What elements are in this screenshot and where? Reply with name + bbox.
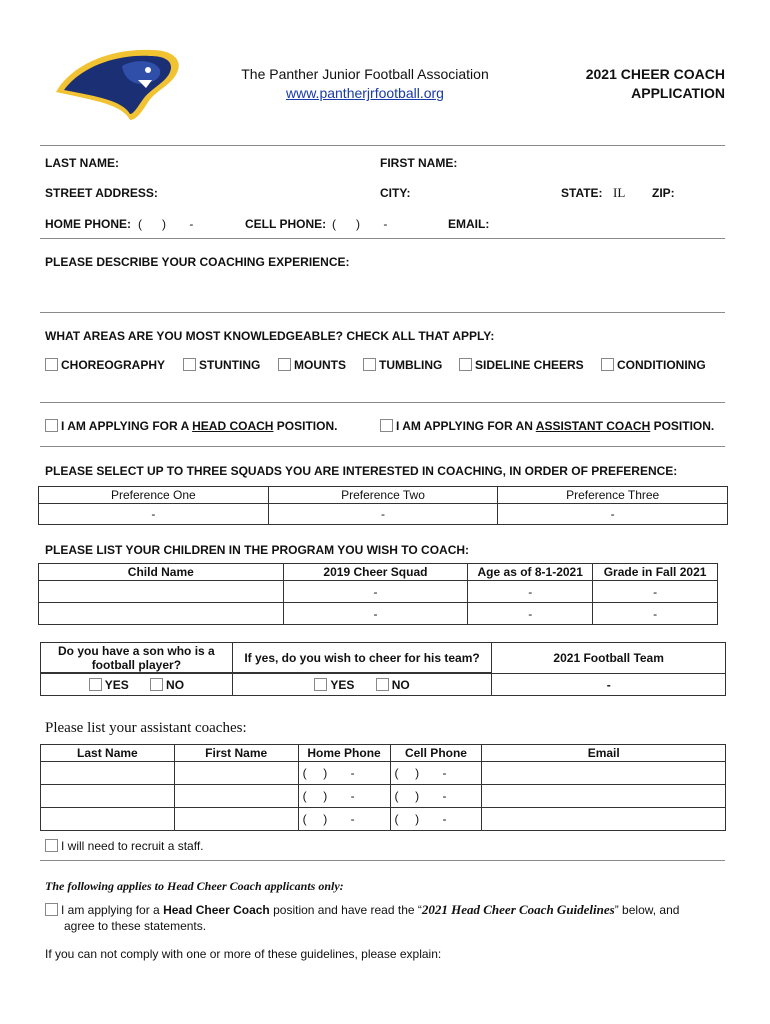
explain-prompt: If you can not comply with one or more of these guidelines, please explain:	[45, 947, 442, 961]
home-phone-input[interactable]: ( ) -	[138, 217, 194, 231]
checkbox-cheer-no[interactable]: NO	[376, 678, 410, 692]
state-value[interactable]: IL	[613, 185, 626, 200]
checkbox-icon	[89, 678, 102, 691]
doc-title-line-1: 2021 CHEER COACH	[585, 66, 725, 82]
football-team-header: 2021 Football Team	[492, 643, 726, 674]
son-table	[40, 642, 726, 674]
squads-prompt: PLEASE SELECT UP TO THREE SQUADS YOU ARE INTERESTED IN COACHING, IN ORDER OF PREFERENCE:	[45, 464, 678, 478]
panther-logo	[52, 44, 184, 122]
checkbox-head-coach[interactable]: I AM APPLYING FOR A HEAD COACH POSITION.	[45, 419, 337, 433]
org-url[interactable]: www.pantherjrfootball.org	[286, 85, 444, 101]
checkbox-icon	[314, 678, 327, 691]
checkbox-icon	[376, 678, 389, 691]
table-row	[41, 785, 726, 808]
checkbox-icon	[363, 358, 376, 371]
checkbox-icon	[45, 903, 58, 916]
assistants-table	[40, 744, 726, 831]
street-label: STREET ADDRESS:	[45, 186, 158, 200]
divider	[40, 446, 725, 447]
divider	[40, 860, 725, 861]
children-prompt: PLEASE LIST YOUR CHILDREN IN THE PROGRAM YOU WISH TO COACH:	[45, 543, 470, 557]
squad-header: Preference Two	[268, 487, 498, 504]
checkbox-tumbling[interactable]: TUMBLING	[363, 358, 442, 372]
assistant-header: Last Name	[41, 745, 175, 762]
checkbox-choreography[interactable]: CHOREOGRAPHY	[45, 358, 165, 372]
doc-title-line-2: APPLICATION	[631, 85, 725, 101]
checkbox-icon	[45, 839, 58, 852]
checkbox-cheer-yes[interactable]: YES	[314, 678, 354, 692]
assistant-cell-phone-input[interactable]: ( ) -	[390, 808, 482, 831]
child-grade-select[interactable]: -	[593, 603, 718, 625]
divider	[40, 312, 725, 313]
divider	[40, 402, 725, 403]
head-only-title: The following applies to Head Cheer Coach applicants only:	[45, 879, 344, 893]
email-label: EMAIL:	[448, 217, 490, 231]
checkbox-assistant-coach[interactable]: I AM APPLYING FOR AN ASSISTANT COACH POSITION.	[380, 419, 714, 433]
checkbox-icon	[150, 678, 163, 691]
children-table	[38, 563, 718, 625]
assistant-home-phone-input[interactable]: ( ) -	[298, 808, 390, 831]
divider	[40, 145, 725, 146]
checkbox-recruit-staff[interactable]: I will need to recruit a staff.	[45, 839, 204, 853]
squad-select[interactable]: -	[498, 504, 728, 525]
checkbox-icon	[459, 358, 472, 371]
assistant-first-input[interactable]	[174, 808, 298, 831]
checkbox-head-agree[interactable]: I am applying for a Head Cheer Coach position and have read the “2021 Head Cheer Coach Guidelines” below, and agree to these statements.	[45, 902, 725, 934]
home-phone-label: HOME PHONE:	[45, 217, 132, 231]
checkbox-icon	[183, 358, 196, 371]
cell-phone-label: CELL PHONE:	[245, 217, 327, 231]
checkbox-conditioning[interactable]: CONDITIONING	[601, 358, 706, 372]
son-question: Do you have a son who is a football player?	[41, 643, 233, 673]
table-row	[41, 762, 726, 785]
checkbox-sideline-cheers[interactable]: SIDELINE CHEERS	[459, 358, 584, 372]
assistant-home-phone-input[interactable]: ( ) -	[298, 785, 390, 808]
first-name-label: FIRST NAME:	[380, 156, 458, 170]
table-row	[41, 808, 726, 831]
assistant-header: Cell Phone	[390, 745, 482, 762]
assistant-cell-phone-input[interactable]: ( ) -	[390, 785, 482, 808]
child-age-select[interactable]: -	[468, 581, 593, 603]
children-header: Age as of 8-1-2021	[468, 564, 593, 581]
checkbox-icon	[45, 358, 58, 371]
assistant-home-phone-input[interactable]: ( ) -	[298, 762, 390, 785]
assistant-first-input[interactable]	[174, 785, 298, 808]
assistant-email-input[interactable]	[482, 808, 726, 831]
children-header: Child Name	[39, 564, 284, 581]
assistant-last-input[interactable]	[41, 785, 175, 808]
squad-header: Preference One	[39, 487, 269, 504]
checkbox-stunting[interactable]: STUNTING	[183, 358, 260, 372]
last-name-label: LAST NAME:	[45, 156, 119, 170]
assistant-last-input[interactable]	[41, 762, 175, 785]
assistant-header: First Name	[174, 745, 298, 762]
child-name-input[interactable]	[39, 603, 284, 625]
assistant-first-input[interactable]	[174, 762, 298, 785]
checkbox-mounts[interactable]: MOUNTS	[278, 358, 346, 372]
child-squad-select[interactable]: -	[283, 603, 468, 625]
org-name: The Panther Junior Football Association	[241, 66, 489, 82]
table-row	[39, 581, 718, 603]
children-header: 2019 Cheer Squad	[283, 564, 468, 581]
assistant-email-input[interactable]	[482, 762, 726, 785]
squad-select[interactable]: -	[268, 504, 498, 525]
checkbox-icon	[380, 419, 393, 432]
son-table-answers	[40, 673, 726, 696]
checkbox-icon	[601, 358, 614, 371]
cheer-answer	[232, 674, 492, 696]
assistant-cell-phone-input[interactable]: ( ) -	[390, 762, 482, 785]
squad-header: Preference Three	[498, 487, 728, 504]
checkbox-son-yes[interactable]: YES	[89, 678, 129, 692]
assistant-header: Email	[482, 745, 726, 762]
checkbox-icon	[278, 358, 291, 371]
child-age-select[interactable]: -	[468, 603, 593, 625]
checkbox-son-no[interactable]: NO	[150, 678, 184, 692]
areas-prompt: WHAT AREAS ARE YOU MOST KNOWLEDGEABLE? CHECK ALL THAT APPLY:	[45, 329, 495, 343]
assistants-prompt: Please list your assistant coaches:	[45, 720, 247, 736]
football-team-select[interactable]: -	[492, 674, 726, 696]
divider	[40, 238, 725, 239]
assistant-last-input[interactable]	[41, 808, 175, 831]
experience-prompt: PLEASE DESCRIBE YOUR COACHING EXPERIENCE:	[45, 255, 350, 269]
table-row	[39, 603, 718, 625]
assistant-header: Home Phone	[298, 745, 390, 762]
state-label: STATE:	[561, 186, 603, 200]
checkbox-icon	[45, 419, 58, 432]
children-header: Grade in Fall 2021	[593, 564, 718, 581]
squad-select[interactable]: -	[39, 504, 269, 525]
squads-table	[38, 486, 728, 525]
cell-phone-input[interactable]: ( ) -	[332, 217, 388, 231]
child-grade-select[interactable]: -	[593, 581, 718, 603]
son-answer	[41, 674, 233, 696]
zip-label: ZIP:	[652, 186, 675, 200]
city-label: CITY:	[380, 186, 411, 200]
child-name-input[interactable]	[39, 581, 284, 603]
assistant-email-input[interactable]	[482, 785, 726, 808]
child-squad-select[interactable]: -	[283, 581, 468, 603]
cheer-question: If yes, do you wish to cheer for his team?	[232, 643, 492, 673]
